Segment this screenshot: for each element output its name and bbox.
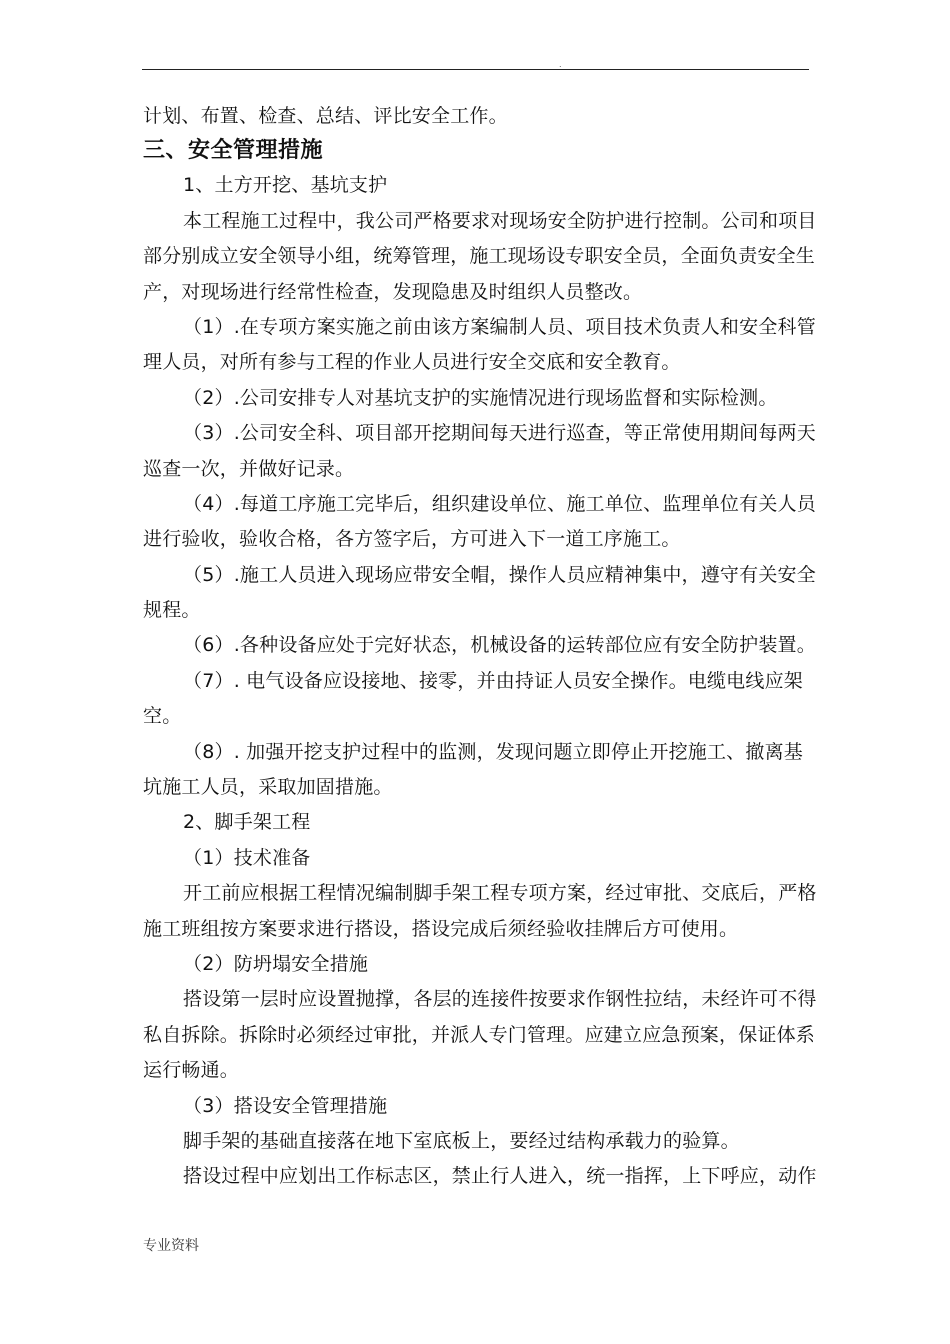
paragraph-line: 产，对现场进行经常性检查，发现隐患及时组织人员整改。 <box>143 280 643 303</box>
list-item-line: （1）.在专项方案实施之前由该方案编制人员、项目技术负责人和安全科管 <box>183 315 816 338</box>
paragraph-line: 私自拆除。拆除时必须经过审批，并派人专门管理。应建立应急预案，保证体系 <box>143 1023 816 1046</box>
section-heading: 三、安全管理措施 <box>143 138 324 164</box>
paragraph-line: 运行畅通。 <box>143 1059 240 1082</box>
subsection-title: 1、土方开挖、基坑支护 <box>183 174 388 197</box>
paragraph-line: 搭设第一层时应设置抛撑，各层的连接件按要求作钢性拉结，未经许可不得 <box>183 988 817 1011</box>
footer-label: 专业资料 <box>143 1238 199 1254</box>
list-item-line: 理人员，对所有参与工程的作业人员进行安全交底和安全教育。 <box>143 351 681 374</box>
list-item-line: （3）.公司安全科、项目部开挖期间每天进行巡查，等正常使用期间每两天 <box>183 422 816 445</box>
list-item-line: （8）. 加强开挖支护过程中的监测，发现问题立即停止开挖施工、撤离基 <box>183 740 803 763</box>
list-item-line: 巡查一次，并做好记录。 <box>143 457 355 480</box>
paragraph-line: 本工程施工过程中，我公司严格要求对现场安全防护进行控制。公司和项目 <box>183 209 817 232</box>
header-mark: . <box>559 60 562 69</box>
subheading-line: （2）防坍塌安全措施 <box>183 952 369 975</box>
subheading-line: （3）搭设安全管理措施 <box>183 1094 388 1117</box>
document-body <box>143 99 823 1195</box>
list-item-line: （2）.公司安排专人对基坑支护的实施情况进行现场监督和实际检测。 <box>183 386 778 409</box>
paragraph-line: 计划、布置、检查、总结、评比安全工作。 <box>143 105 508 127</box>
list-item-line: （7）. 电气设备应设接地、接零，并由持证人员安全操作。电缆电线应架 <box>183 669 803 692</box>
list-item-line: 进行验收，验收合格，各方签字后，方可进入下一道工序施工。 <box>143 528 681 551</box>
list-item-line: （6）.各种设备应处于完好状态，机械设备的运转部位应有安全防护装置。 <box>183 634 816 657</box>
paragraph-line: 脚手架的基础直接落在地下室底板上，要经过结构承载力的验算。 <box>183 1129 740 1152</box>
paragraph-line: 部分别成立安全领导小组，统筹管理，施工现场设专职安全员，全面负责安全生 <box>143 245 816 268</box>
subsection-title: 2、脚手架工程 <box>183 811 311 834</box>
list-item-line: （5）.施工人员进入现场应带安全帽，操作人员应精神集中，遵守有关安全 <box>183 563 816 586</box>
list-item-line: （4）.每道工序施工完毕后，组织建设单位、施工单位、监理单位有关人员 <box>183 492 816 515</box>
paragraph-line: 搭设过程中应划出工作标志区，禁止行人进入，统一指挥，上下呼应，动作 <box>183 1165 817 1188</box>
list-item-line: 规程。 <box>143 599 201 622</box>
list-item-line: 空。 <box>143 705 182 728</box>
header-rule <box>142 69 809 70</box>
paragraph-line: 施工班组按方案要求进行搭设，搭设完成后须经验收挂牌后方可使用。 <box>143 917 739 940</box>
list-item-line: 坑施工人员，采取加固措施。 <box>143 776 393 799</box>
paragraph-line: 开工前应根据工程情况编制脚手架工程专项方案，经过审批、交底后，严格 <box>183 882 817 905</box>
subheading-line: （1）技术准备 <box>183 846 311 869</box>
